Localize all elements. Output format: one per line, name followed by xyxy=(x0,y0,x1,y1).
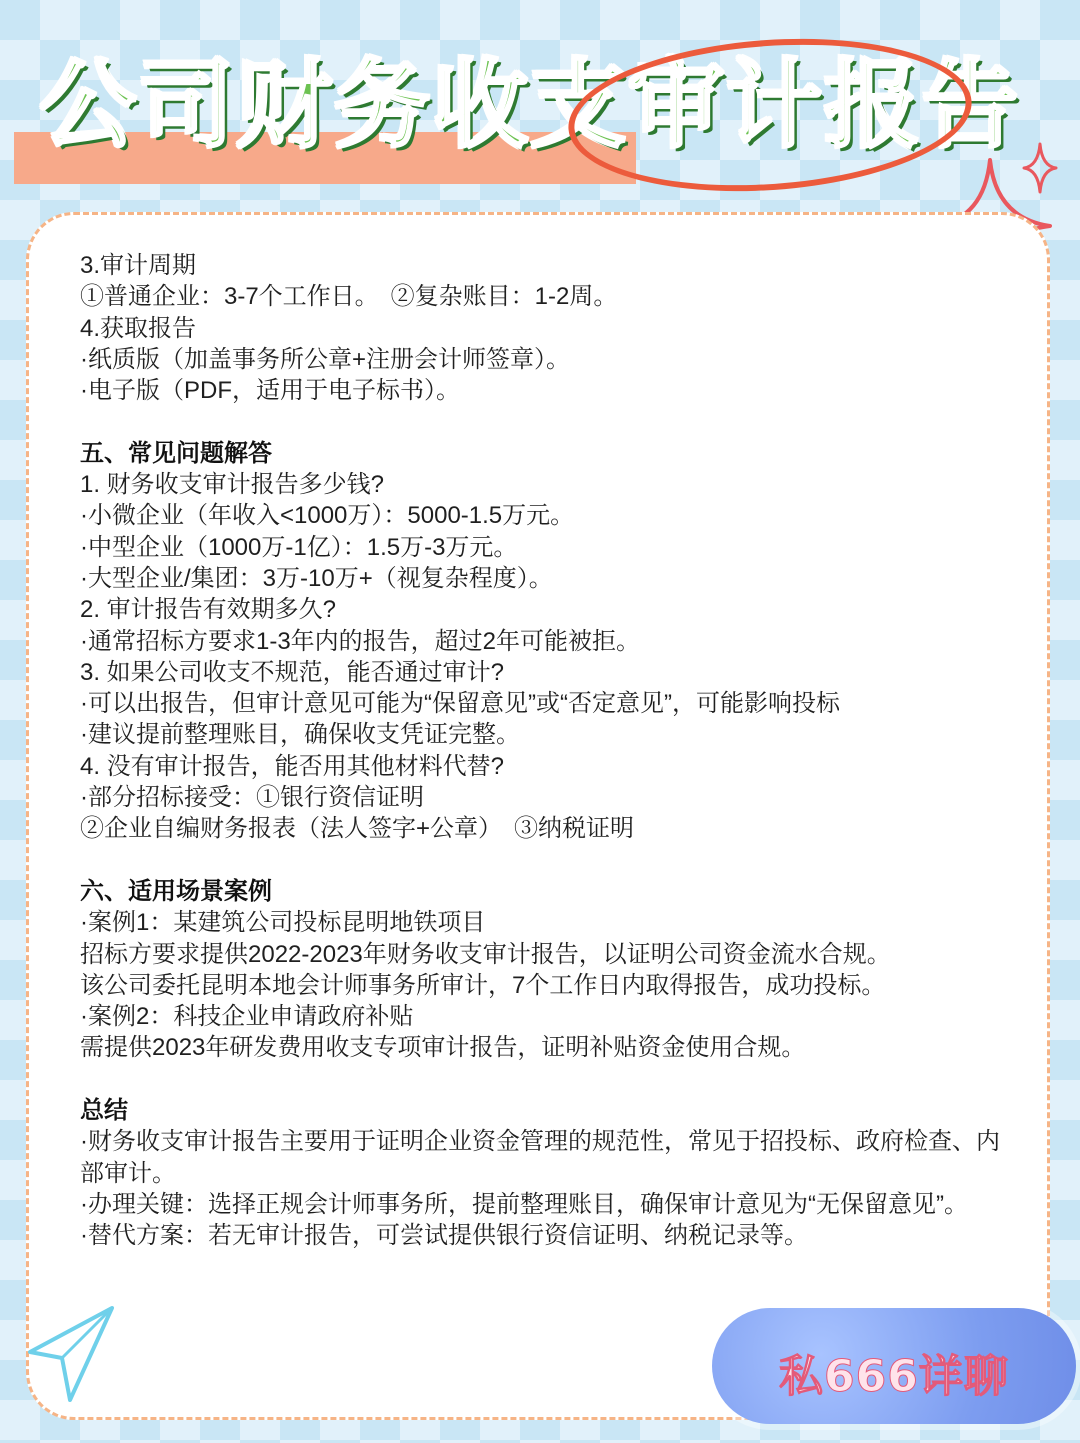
section-heading: 总结 xyxy=(80,1097,128,1125)
text-line: ·大型企业/集团：3万-10万+（视复杂程度）。 xyxy=(80,564,553,592)
text-line: ·中型企业（1000万-1亿）：1.5万-3万元。 xyxy=(80,533,518,561)
text-line: 3.审计周期 xyxy=(80,252,197,279)
cursor-arrow-icon xyxy=(22,1300,122,1410)
text-line: ·办理关键：选择正规会计师事务所，提前整理账目，确保审计意见为“无保留意见”。 xyxy=(80,1190,968,1218)
contact-badge-label: 私666详聊 xyxy=(779,1351,1009,1402)
contact-badge xyxy=(712,1308,1076,1424)
section-heading: 五、常见问题解答 xyxy=(80,439,272,467)
section-cases xyxy=(80,876,1000,1064)
text-line: ·电子版（PDF，适用于电子标书）。 xyxy=(80,377,460,405)
text-line: 招标方要求提供2022-2023年财务收支审计报告，以证明公司资金流水合规。 xyxy=(80,940,891,968)
text-line: 1. 财务收支审计报告多少钱? xyxy=(80,471,385,499)
text-line: ·小微企业（年收入<1000万）：5000-1.5万元。 xyxy=(80,502,575,530)
section-summary xyxy=(80,1095,1000,1251)
text-line: ·建议提前整理账目，确保收支凭证完整。 xyxy=(80,721,520,749)
section-heading: 六、适用场景案例 xyxy=(80,877,272,905)
spacer xyxy=(80,845,1000,876)
section-faq xyxy=(80,438,1000,845)
document-body xyxy=(80,250,1000,1252)
section-audit-and-report xyxy=(80,250,1000,406)
text-line: ②企业自编财务报表（法人签字+公章） ③纳税证明 xyxy=(80,815,635,843)
text-line: 4. 没有审计报告，能否用其他材料代替? xyxy=(80,752,505,780)
text-line: 需提供2023年研发费用收支专项审计报告，证明补贴资金使用合规。 xyxy=(80,1034,806,1062)
text-line: ·财务收支审计报告主要用于证明企业资金管理的规范性，常见于招投标、政府检查、内部审计。 xyxy=(80,1128,1000,1187)
text-line: ·可以出报告，但审计意见可能为“保留意见”或“否定意见”，可能影响投标 xyxy=(80,690,840,718)
text-line: ·案例1：某建筑公司投标昆明地铁项目 xyxy=(80,909,486,937)
text-line: ①普通企业：3-7个工作日。 ②复杂账目：1-2周。 xyxy=(80,283,618,311)
text-line: 该公司委托昆明本地会计师事务所审计，7个工作日内取得报告，成功投标。 xyxy=(80,971,886,999)
text-line: 4.获取报告 xyxy=(80,314,197,342)
text-line: ·替代方案：若无审计报告，可尝试提供银行资信证明、纳税记录等。 xyxy=(80,1222,808,1250)
spacer xyxy=(80,406,1000,437)
text-line: 2. 审计报告有效期多久? xyxy=(80,596,337,624)
text-line: ·案例2：科技企业申请政府补贴 xyxy=(80,1003,414,1031)
text-line: ·纸质版（加盖事务所公章+注册会计师签章）。 xyxy=(80,345,571,373)
page-title: 公司财务收支审计报告 xyxy=(40,49,1020,161)
text-line: ·通常招标方要求1-3年内的报告，超过2年可能被拒。 xyxy=(80,627,641,655)
spacer xyxy=(80,1064,1000,1095)
text-line: 3. 如果公司收支不规范，能否通过审计? xyxy=(80,658,505,686)
text-line: ·部分招标接受：①银行资信证明 xyxy=(80,784,424,812)
